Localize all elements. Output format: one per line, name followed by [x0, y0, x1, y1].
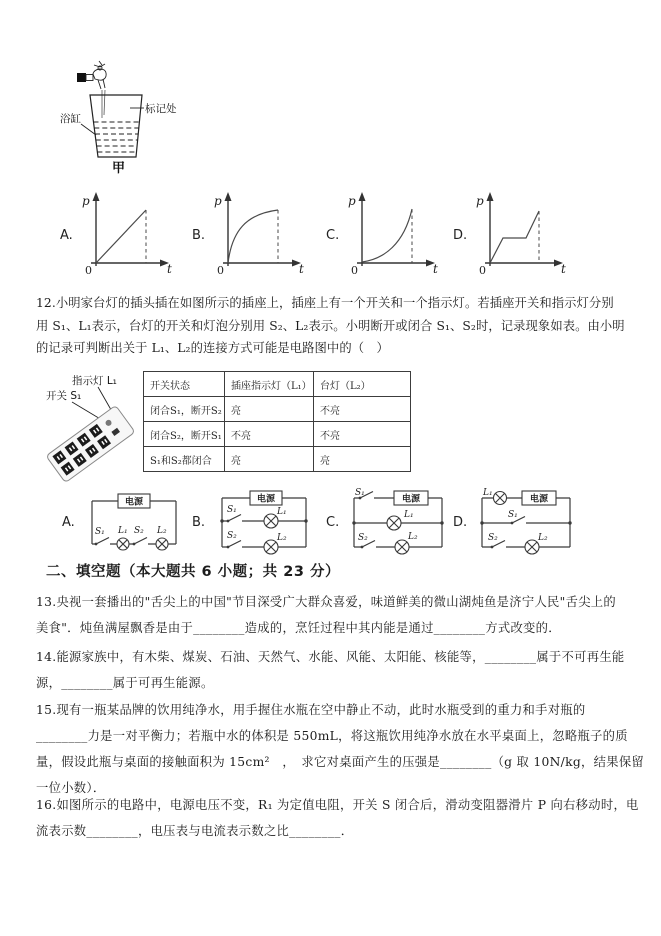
lamp-l1-icon: [387, 516, 401, 530]
s2-label: S₂: [358, 533, 368, 543]
s2-label: S₂: [133, 526, 144, 536]
question-13-line-2: 美食"．炖鱼满屋飘香是由于________造成的，烹饪过程中其内能是通过________方式改变的．: [36, 621, 561, 635]
question-15-line-2: ________力是一对平衡力；若瓶中水的体积是 550mL，将这瓶饮用纯净水放在水平桌面上，忽略瓶子的质: [36, 729, 628, 743]
power-strip-figure: [38, 370, 146, 482]
x-axis-label: t: [561, 262, 566, 276]
lamp-l2-icon: [156, 538, 168, 550]
power-strip-body: [46, 405, 135, 482]
pt-graph-concave: [208, 189, 308, 281]
faucet-icon: [77, 61, 106, 89]
tub-label: 浴缸: [60, 113, 81, 125]
water-level-lines: [94, 122, 140, 152]
s2-label: S₂: [488, 533, 498, 543]
lamp-l1-icon: [264, 514, 278, 528]
curve: [490, 211, 539, 263]
cell: 亮: [314, 447, 411, 472]
option-letter: D.: [453, 227, 468, 243]
switch-s2-icon: [228, 541, 241, 548]
l1-label: L₁: [404, 510, 414, 520]
option-letter: D.: [453, 514, 468, 530]
origin-label: 0: [479, 264, 487, 277]
figure-caption: 甲: [112, 161, 126, 176]
circuit-diagram-d: [470, 487, 576, 557]
curve: [362, 209, 412, 262]
table-row: [144, 397, 411, 422]
header-lamp: 台灯（L₂）: [314, 372, 411, 397]
cell: 不亮: [314, 422, 411, 447]
cell: 亮: [225, 447, 314, 472]
y-axis-label: p: [81, 194, 90, 208]
table-row: [144, 447, 411, 472]
curve: [228, 210, 278, 263]
table-header-row: [144, 372, 411, 397]
option-letter: A.: [62, 514, 75, 530]
origin-label: 0: [84, 264, 92, 277]
question-12-line-2: 用 S₁、L₁表示，台灯的开关和灯泡分别用 S₂、L₂表示。小明断开或闭合 S₁、S₂时，记录现象如表。由小明: [36, 318, 625, 333]
header-switch-state: 开关状态: [144, 372, 225, 397]
l1-label: L₁: [277, 507, 287, 517]
curve: [96, 210, 146, 263]
graph-option-b: [192, 189, 308, 281]
l2-label: L₂: [408, 532, 418, 542]
s1-label: S₁: [227, 505, 237, 515]
question-14: [36, 644, 651, 696]
switch-s1-icon: [96, 538, 109, 545]
question-12-line-1: 12.小明家台灯的插头插在如图所示的插座上，插座上有一个开关和一个指示灯。若插座开关和指示灯分别: [36, 296, 614, 310]
power-label: 电源: [124, 497, 143, 508]
option-letter: B.: [192, 514, 206, 530]
lamp-l1-icon: [494, 492, 507, 505]
switch-state-table: [143, 371, 411, 472]
s1-label: S₁: [355, 488, 365, 498]
header-indicator: 插座指示灯（L₁）: [225, 372, 314, 397]
lamp-l2-icon: [264, 540, 278, 554]
switch-leader-line: [72, 402, 102, 420]
option-letter: C.: [326, 227, 340, 243]
l2-label: L₂: [277, 533, 287, 543]
l2-label: L₂: [156, 526, 167, 536]
x-axis-label: t: [433, 262, 439, 276]
water-stream: [102, 90, 105, 118]
circuit-option-c: [326, 487, 448, 557]
circuit-diagram-c: [342, 487, 448, 557]
pt-graph-convex: [342, 189, 442, 281]
y-axis-label: p: [348, 194, 356, 208]
cell: 闭合S₁，断开S₂: [144, 397, 225, 422]
y-axis-label: p: [214, 194, 222, 208]
option-letter: A.: [60, 227, 73, 243]
power-label: 电源: [402, 494, 421, 505]
graph-option-d: [453, 189, 570, 281]
pt-graph-step: [470, 189, 570, 281]
x-axis-label: t: [299, 262, 304, 276]
power-label: 电源: [530, 494, 549, 505]
lamp-l2-icon: [395, 540, 409, 554]
cell: 亮: [225, 397, 314, 422]
question-16-line-1: 16.如图所示的电路中，电源电压不变，R₁ 为定值电阻，开关 S 闭合后，滑动变阻器滑片 P 向右移动时，电: [36, 798, 639, 812]
cell: 闭合S₂，断开S₁: [144, 422, 225, 447]
switch-s2-icon: [134, 538, 147, 545]
question-12-line-3: 的记录可判断出关于 L₁、L₂的连接方式可能是电路图中的（ ）: [36, 341, 389, 355]
pt-graph-linear: [76, 189, 176, 281]
l2-label: L₂: [538, 533, 548, 543]
question-15: [36, 697, 651, 801]
question-15-line-3: 量，假设此瓶与桌面的接触面积为 15cm² ， 求它对桌面产生的压强是________（g 取 10N/kg，结果保留: [36, 755, 645, 769]
y-axis-label: p: [476, 194, 484, 208]
question-14-line-1: 14.能源家族中，有木柴、煤炭、石油、天然气、水能、风能、太阳能、核能等，________属于不可再生能: [36, 650, 625, 664]
circuit-option-a: [62, 487, 184, 557]
cell: 不亮: [225, 422, 314, 447]
circuit-diagram-parallel: [208, 487, 314, 557]
graph-option-c: [326, 189, 442, 281]
s1-label: S₁: [508, 510, 518, 520]
power-label: 电源: [257, 494, 276, 505]
circuit-option-b: [192, 487, 314, 557]
x-axis-label: t: [166, 262, 172, 276]
question-15-line-1: 15.现有一瓶某品牌的饮用纯净水，用手握住水瓶在空中静止不动，此时水瓶受到的重力和手对瓶的: [36, 703, 586, 717]
mark-label: 标记处: [145, 103, 177, 115]
indicator-label: 指示灯 L₁: [72, 375, 117, 387]
table-row: [144, 422, 411, 447]
s1-label: S₁: [94, 527, 105, 537]
s2-label: S₂: [227, 531, 237, 541]
origin-label: 0: [351, 264, 359, 277]
bathtub-figure: [55, 58, 245, 180]
lamp-l2-icon: [525, 540, 539, 554]
bathtub-outline: [90, 95, 142, 157]
question-12: [36, 292, 651, 360]
l1-label: L₁: [483, 488, 493, 498]
origin-label: 0: [217, 264, 225, 277]
cell: 不亮: [314, 397, 411, 422]
lamp-l1-icon: [117, 538, 129, 550]
option-letter: B.: [192, 227, 206, 243]
circuit-diagram-series: [78, 487, 184, 557]
question-15-line-4: 一位小数）．: [36, 781, 106, 795]
question-13: [36, 589, 651, 641]
question-16-line-2: 流表示数________，电压表与电流表示数之比________．: [36, 824, 354, 838]
switch-label: 开关 S₁: [46, 390, 82, 402]
option-letter: C.: [326, 514, 340, 530]
l1-label: L₁: [117, 526, 128, 536]
switch-s1-icon: [228, 515, 241, 522]
question-13-line-1: 13.央视一套播出的"舌尖上的中国"节目深受广大群众喜爱，味道鲜美的微山湖炖鱼是济宁人民"舌尖上的: [36, 595, 616, 609]
section-2-title: 二、填空题（本大题共 6 小题；共 23 分）: [46, 564, 340, 580]
cell: S₁和S₂都闭合: [144, 447, 225, 472]
graph-option-a: [60, 189, 176, 281]
circuit-option-d: [453, 487, 576, 557]
question-16: [36, 792, 651, 844]
question-14-line-2: 源，________属于可再生能源。: [36, 676, 214, 690]
